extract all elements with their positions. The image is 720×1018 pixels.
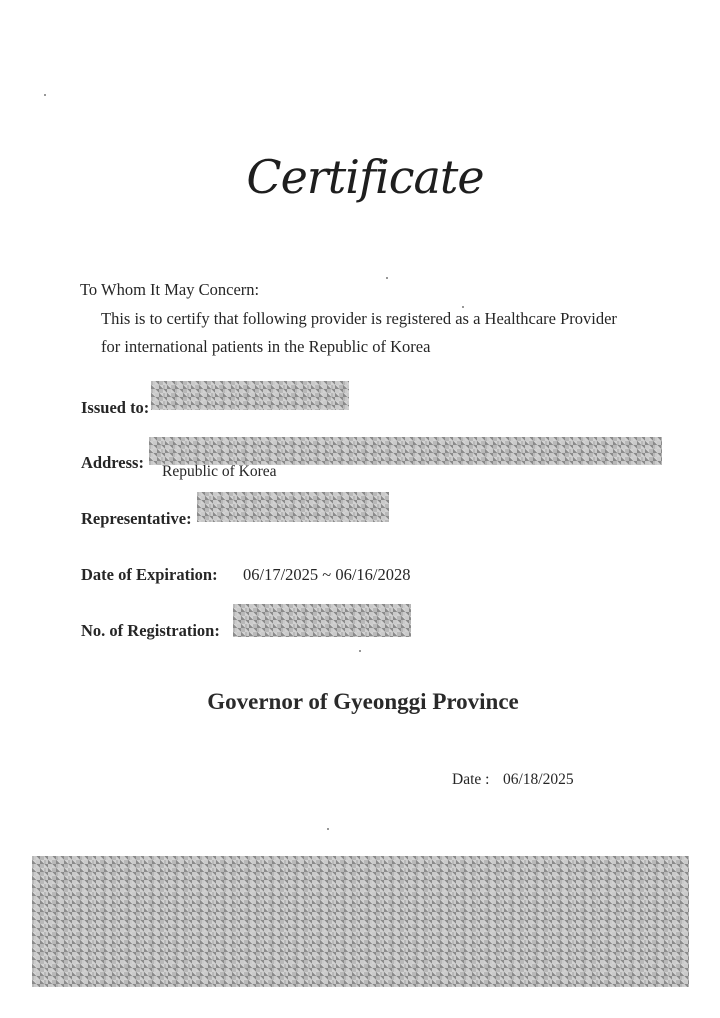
representative-redaction [197, 492, 389, 522]
representative-label: Representative: [81, 509, 192, 528]
scan-speck [386, 277, 388, 279]
certificate-title: Certificate [246, 150, 484, 204]
scan-speck [462, 306, 464, 308]
body-line-1: This is to certify that following provider is registered as a Healthcare Provider [101, 309, 617, 328]
expiration-label: Date of Expiration: [81, 565, 218, 584]
expiration-value: 06/17/2025 ~ 06/16/2028 [243, 565, 411, 584]
registration-label: No. of Registration: [81, 621, 220, 640]
scan-speck [359, 650, 361, 652]
footer-redaction [32, 856, 689, 987]
scan-speck [44, 94, 46, 96]
body-line-2: for international patients in the Republic of Korea [101, 337, 431, 356]
issue-date-label: Date : [452, 771, 490, 788]
registration-redaction [233, 604, 411, 637]
issued-to-label: Issued to: [81, 398, 150, 417]
issue-date-value: 06/18/2025 [503, 771, 574, 788]
issuer-name: Governor of Gyeonggi Province [207, 689, 519, 714]
address-line-2: Republic of Korea [162, 463, 277, 480]
address-label: Address: [81, 453, 144, 472]
scan-speck [327, 828, 329, 830]
address-redaction [149, 437, 662, 465]
salutation: To Whom It May Concern: [80, 280, 260, 299]
issued-to-redaction [151, 381, 349, 410]
